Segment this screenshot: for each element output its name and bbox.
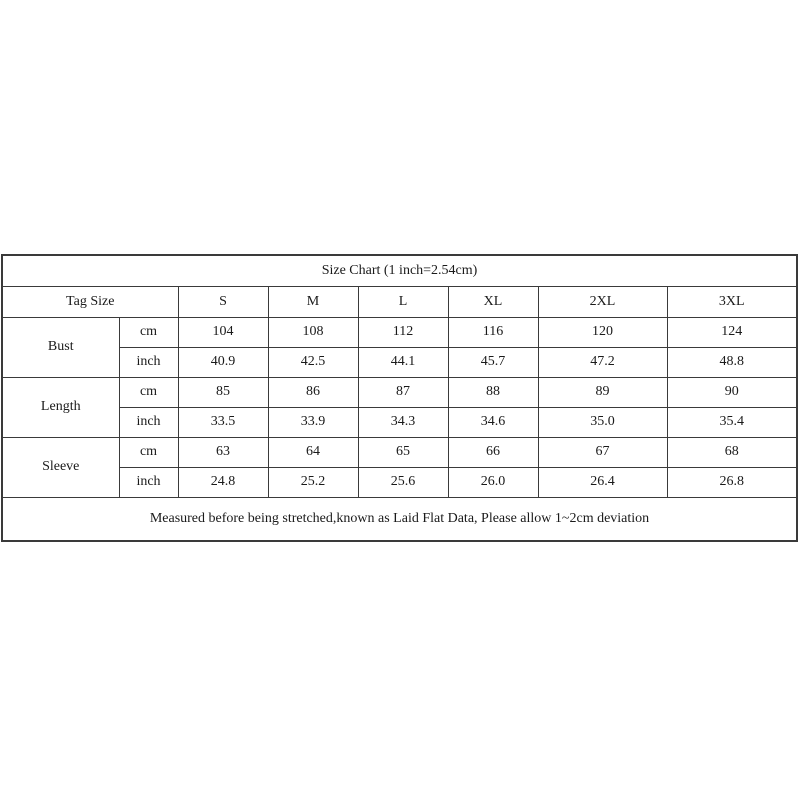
table-cell: 35.4	[667, 407, 796, 437]
size-chart-table	[3, 256, 796, 541]
table-cell: 34.3	[358, 407, 448, 437]
bust-inch-row	[3, 347, 796, 377]
tag-size-header: Tag Size	[3, 286, 178, 317]
table-cell: 85	[178, 377, 268, 407]
table-cell: 26.4	[538, 467, 667, 497]
table-cell: 47.2	[538, 347, 667, 377]
table-cell: 68	[667, 437, 796, 467]
unit-cm: cm	[119, 317, 178, 347]
size-header-3xl: 3XL	[667, 286, 796, 317]
length-label: Length	[3, 377, 119, 437]
chart-title: Size Chart (1 inch=2.54cm)	[3, 256, 796, 286]
table-cell: 63	[178, 437, 268, 467]
size-header-l: L	[358, 286, 448, 317]
size-header-m: M	[268, 286, 358, 317]
table-cell: 48.8	[667, 347, 796, 377]
unit-inch: inch	[119, 407, 178, 437]
table-cell: 44.1	[358, 347, 448, 377]
size-header-2xl: 2XL	[538, 286, 667, 317]
table-cell: 104	[178, 317, 268, 347]
table-cell: 25.6	[358, 467, 448, 497]
table-cell: 26.8	[667, 467, 796, 497]
table-cell: 33.9	[268, 407, 358, 437]
table-cell: 86	[268, 377, 358, 407]
table-cell: 67	[538, 437, 667, 467]
unit-cm: cm	[119, 377, 178, 407]
measurement-note: Measured before being stretched,known as Laid Flat Data, Please allow 1~2cm deviation	[3, 497, 796, 541]
table-cell: 25.2	[268, 467, 358, 497]
sleeve-inch-row	[3, 467, 796, 497]
table-cell: 66	[448, 437, 538, 467]
table-cell: 42.5	[268, 347, 358, 377]
table-cell: 87	[358, 377, 448, 407]
size-header-s: S	[178, 286, 268, 317]
table-cell: 90	[667, 377, 796, 407]
bust-label: Bust	[3, 317, 119, 377]
table-cell: 89	[538, 377, 667, 407]
table-cell: 65	[358, 437, 448, 467]
unit-cm: cm	[119, 437, 178, 467]
table-cell: 26.0	[448, 467, 538, 497]
table-cell: 45.7	[448, 347, 538, 377]
size-chart	[1, 254, 798, 542]
sleeve-cm-row	[3, 437, 796, 467]
length-cm-row	[3, 377, 796, 407]
table-cell: 88	[448, 377, 538, 407]
unit-inch: inch	[119, 347, 178, 377]
table-cell: 120	[538, 317, 667, 347]
sleeve-label: Sleeve	[3, 437, 119, 497]
table-cell: 108	[268, 317, 358, 347]
table-cell: 124	[667, 317, 796, 347]
table-cell: 35.0	[538, 407, 667, 437]
table-cell: 33.5	[178, 407, 268, 437]
length-inch-row	[3, 407, 796, 437]
table-cell: 40.9	[178, 347, 268, 377]
table-cell: 34.6	[448, 407, 538, 437]
table-cell: 24.8	[178, 467, 268, 497]
table-cell: 112	[358, 317, 448, 347]
unit-inch: inch	[119, 467, 178, 497]
table-cell: 116	[448, 317, 538, 347]
bust-cm-row	[3, 317, 796, 347]
table-cell: 64	[268, 437, 358, 467]
size-header-xl: XL	[448, 286, 538, 317]
